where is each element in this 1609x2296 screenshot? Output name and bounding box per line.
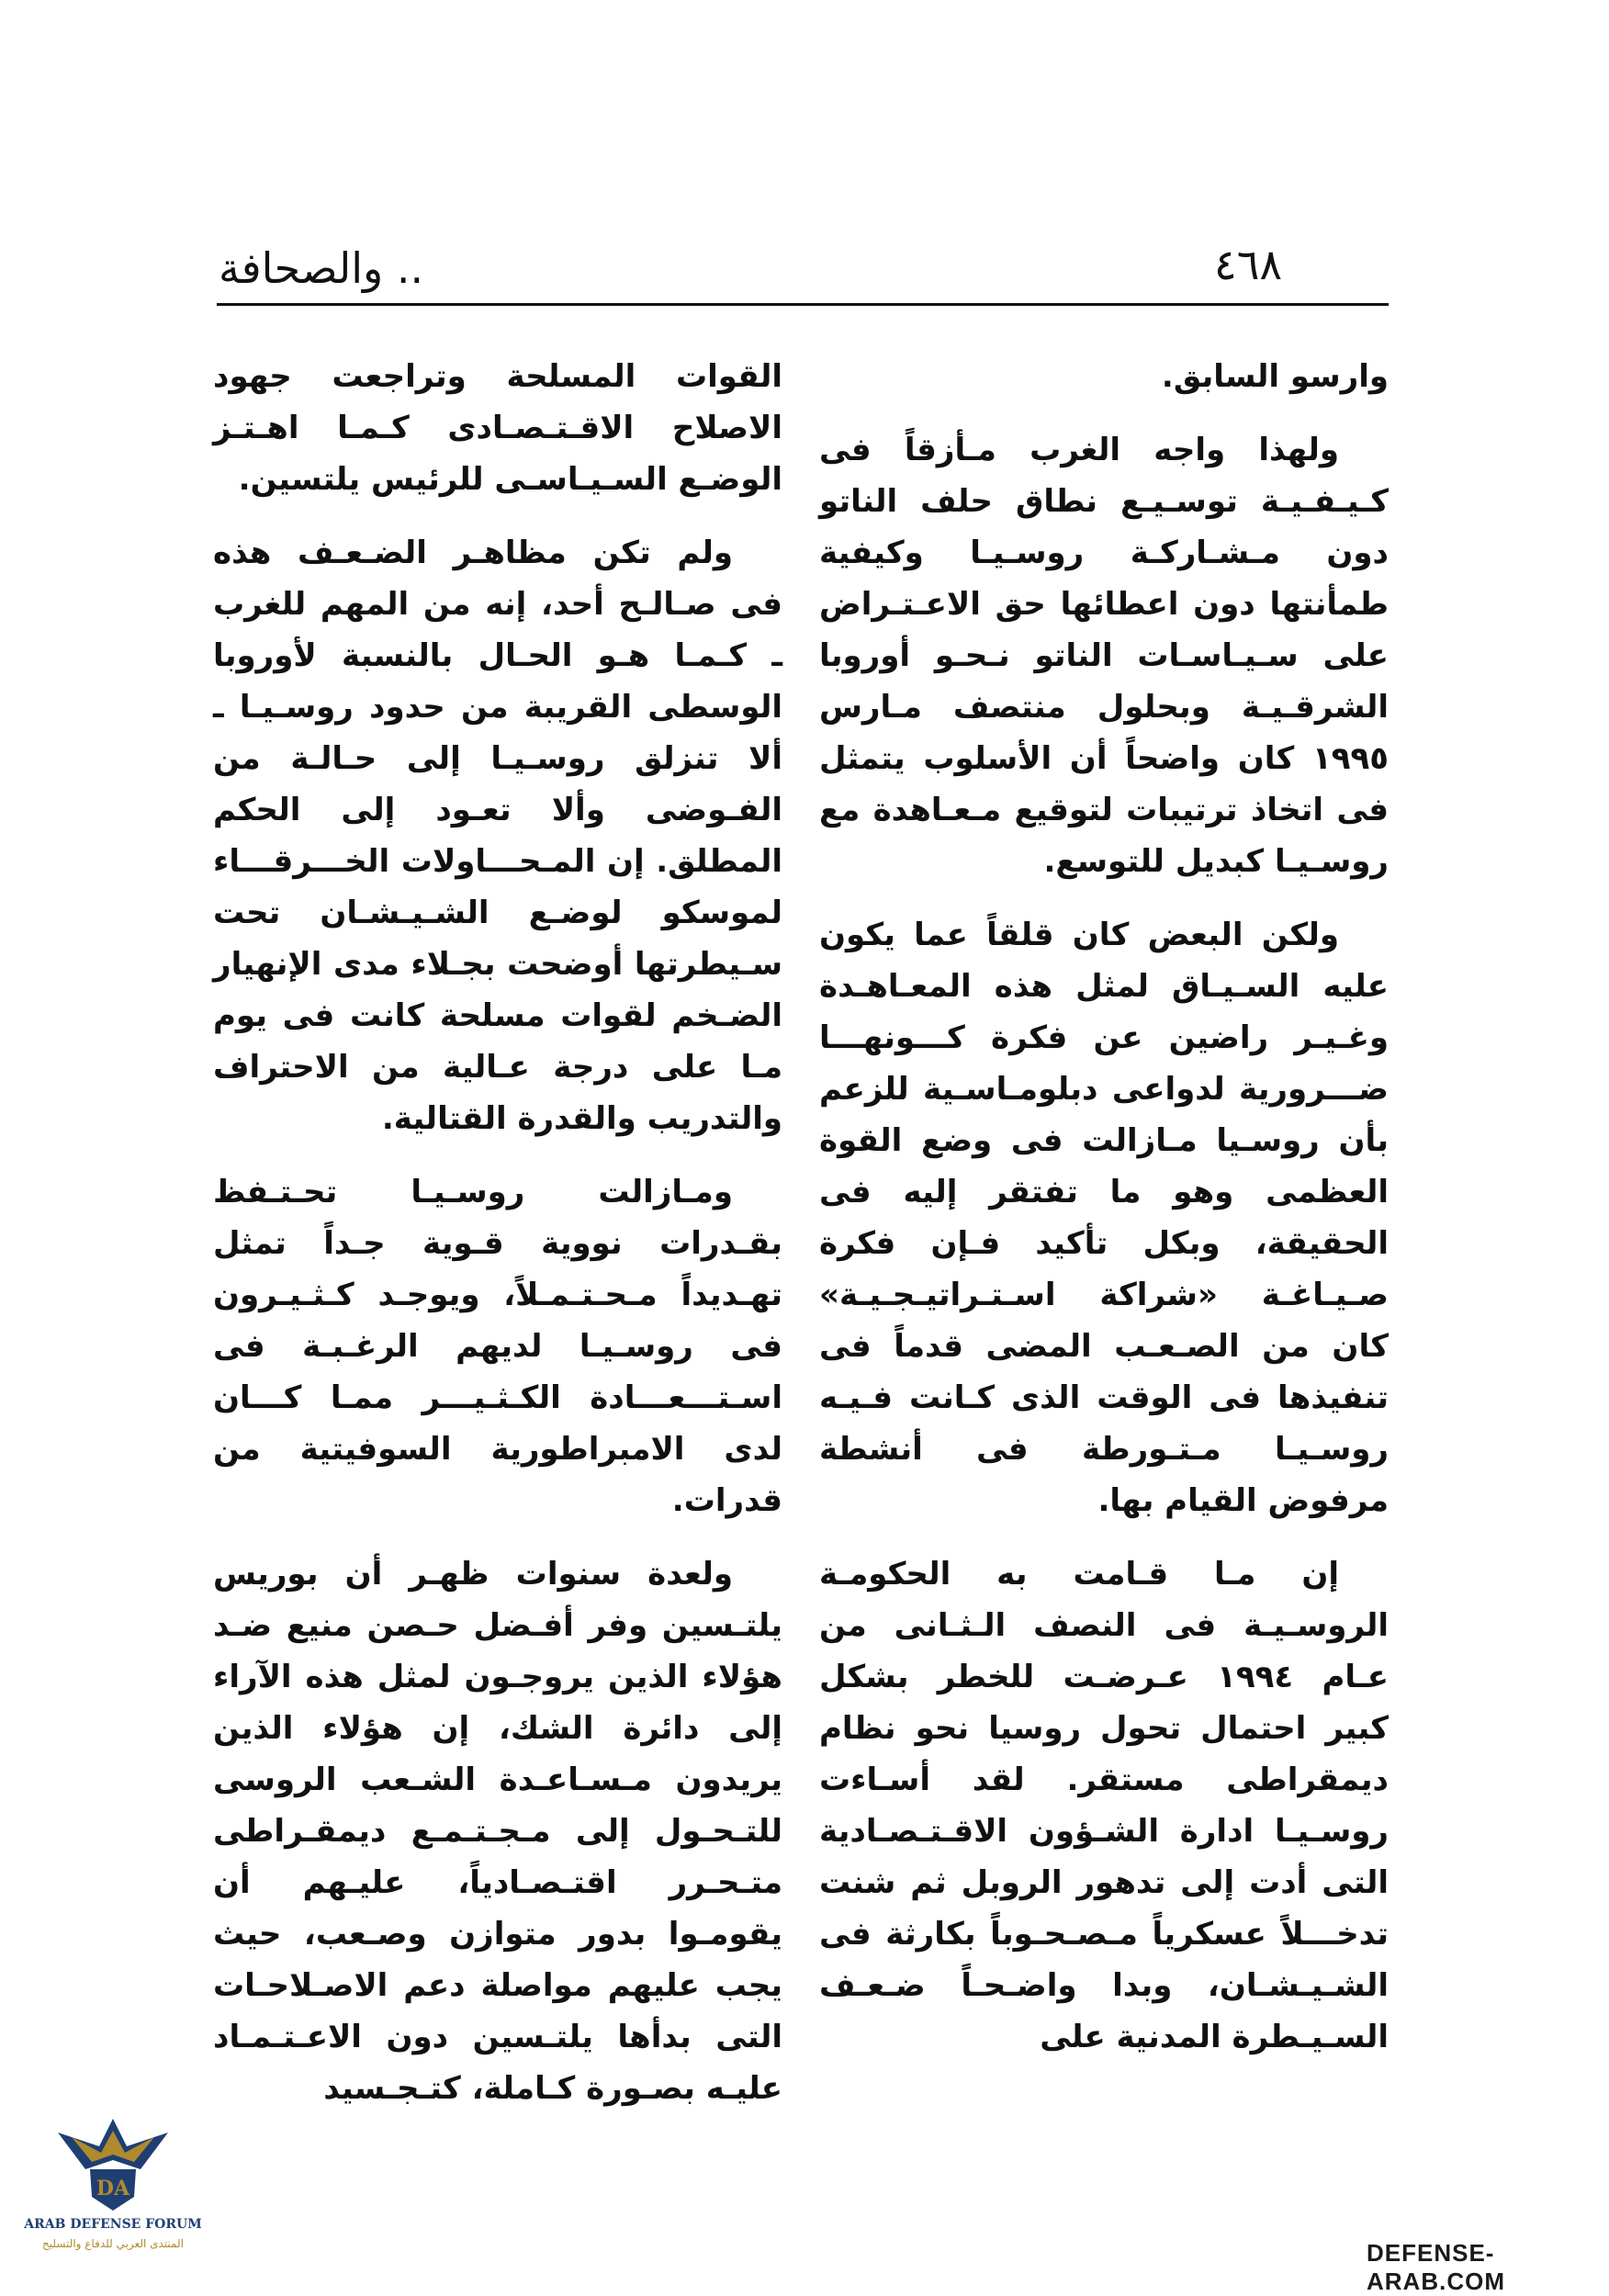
paragraph: ولم تكن مظاهـر الضـعـف هذه فى صـالـح أحد، إنه من المهم للغرب ـ كـمـا هـو الحـال بالنسبة لأوروبا الوسطى القريبة من حدود روسـيـا ـ ألا تنزلق روسـيـا إلى حـالـة من الفـوضى وألا تعـود إلى الحكم المطلق. إن المـحـــاولات الخـــرقـــاء لموسكو لوضـع الشـيـشـان تحت سـيطرتها أوضحت بجـلاء مدى الإنهيار الضـخم لقوات مسلحة كانت فى يوم مـا على درجة عـالية من الاحتراف والتدريب والقدرة القتالية. [213, 535, 782, 1137]
forum-logo [17, 2105, 209, 2270]
eagle-shield-icon [53, 2105, 173, 2215]
logo-text-ar: المنتدى العربي للدفاع والتسليح [42, 2237, 184, 2250]
text-column-right [819, 351, 1389, 2085]
page-number: ٤٦٨ [1214, 240, 1283, 289]
paragraph: القوات المسلحة وتراجعت جهود الاصلاح الاقـتـصـادى كـمـا اهـتـز الوضـع السـيـاسـى للرئيس يلتسين. [213, 358, 782, 498]
paragraph: ومـازالت روسـيـا تحـتـفظ بقـدرات نووية قـوية جـداً تمثل تهـديداً مـحـتـمـلاً، ويوجـد كـثـيـرون فى روسـيـا لديهم الرغـبـة فى اسـتـــعـــادة الكـثـيـــر ممـا كـــان لدى الامبراطورية السوفيتية من قدرات. [213, 1174, 782, 1519]
header-rule [217, 303, 1389, 306]
paragraph: إن مـا قـامت به الحكومـة الروسـيـة فى النصف الـثـانى من عـام ١٩٩٤ عـرضـت للخطر بشكل كبير احتمال تحول روسيا نحو نظام ديمقراطى مستقر. لقد أسـاءت روسـيـا ادارة الشـؤون الاقـتـصـادية التى أدت إلى تدهور الروبل ثم شنت تدخـــلاً عسكرياً مـصـحـوباً بكارثة فى الشـيـشـان، وبدا واضـحـاً ضـعـف السـيـطرة المدنية على [819, 1556, 1389, 2055]
running-head: .. والصحافة [219, 243, 424, 293]
paragraph: ولعدة سنوات ظهـر أن بوريس يلتـسين وفر أفـضل حـصن منيع ضـد هؤلاء الذين يروجـون لمثل هذه الآراء إلى دائرة الشك، إن هؤلاء الذين يريدون مـسـاعـدة الشـعب الروسى للتـحـول إلى مـجـتـمـع ديمقـراطى متـحـرر اقتـصـادياً، عليـهم أن يقومـوا بدور متوازن وصـعب، حيث يجب عليهم مواصلة دعم الاصـلاحـات التى بدأها يلتـسين دون الاعـتـمـاد عليـه بصـورة كـاملة، كتـجـسيد [213, 1556, 782, 2107]
logo-monogram: DA [96, 2177, 130, 2200]
logo-text-en: ARAB DEFENSE FORUM [24, 2217, 202, 2232]
paragraph: ولهذا واجه الغرب مـأزقاً فى كـيـفـيـة توسـيـع نطاق حلف الناتو دون مـشـاركـة روسـيـا وكيفية طمأنتها دون اعطائها حق الاعـتـراض على سـيـاسـات الناتو نـحـو أوروبا الشرقـيـة وبحلول منتصف مـارس ١٩٩٥ كان واضحاً أن الأسلوب يتمثل فى اتخاذ ترتيبات لتوقيع مـعـاهدة مع روسـيـا كبديل للتوسع. [819, 432, 1389, 880]
paragraph: ولكن البعض كان قلقاً عما يكون عليه السـيـاق لمثل هذه المعـاهـدة وغـيـر راضين عن فكرة كـــونهـــا ضـــرورية لدواعى دبلومـاسـية للزعم بأن روسـيا مـازالت فى وضع القوة العظمى وهو ما تفتقر إليه فى الحقيقة، وبكل تأكيد فـإن فكرة صـيـاغـة «شراكة اسـتـراتيـجـيـة» كان من الصـعـب المضى قدماً فى تنفيذها فى الوقت الذى كـانت فـيـه روسـيـا مـتـورطة فى أنشطة مرفوض القيام بها. [819, 917, 1389, 1519]
site-watermark: DEFENSE-ARAB.COM [1367, 2239, 1505, 2295]
paragraph: وارسو السابق. [1161, 358, 1389, 395]
text-column-left [213, 351, 782, 2136]
